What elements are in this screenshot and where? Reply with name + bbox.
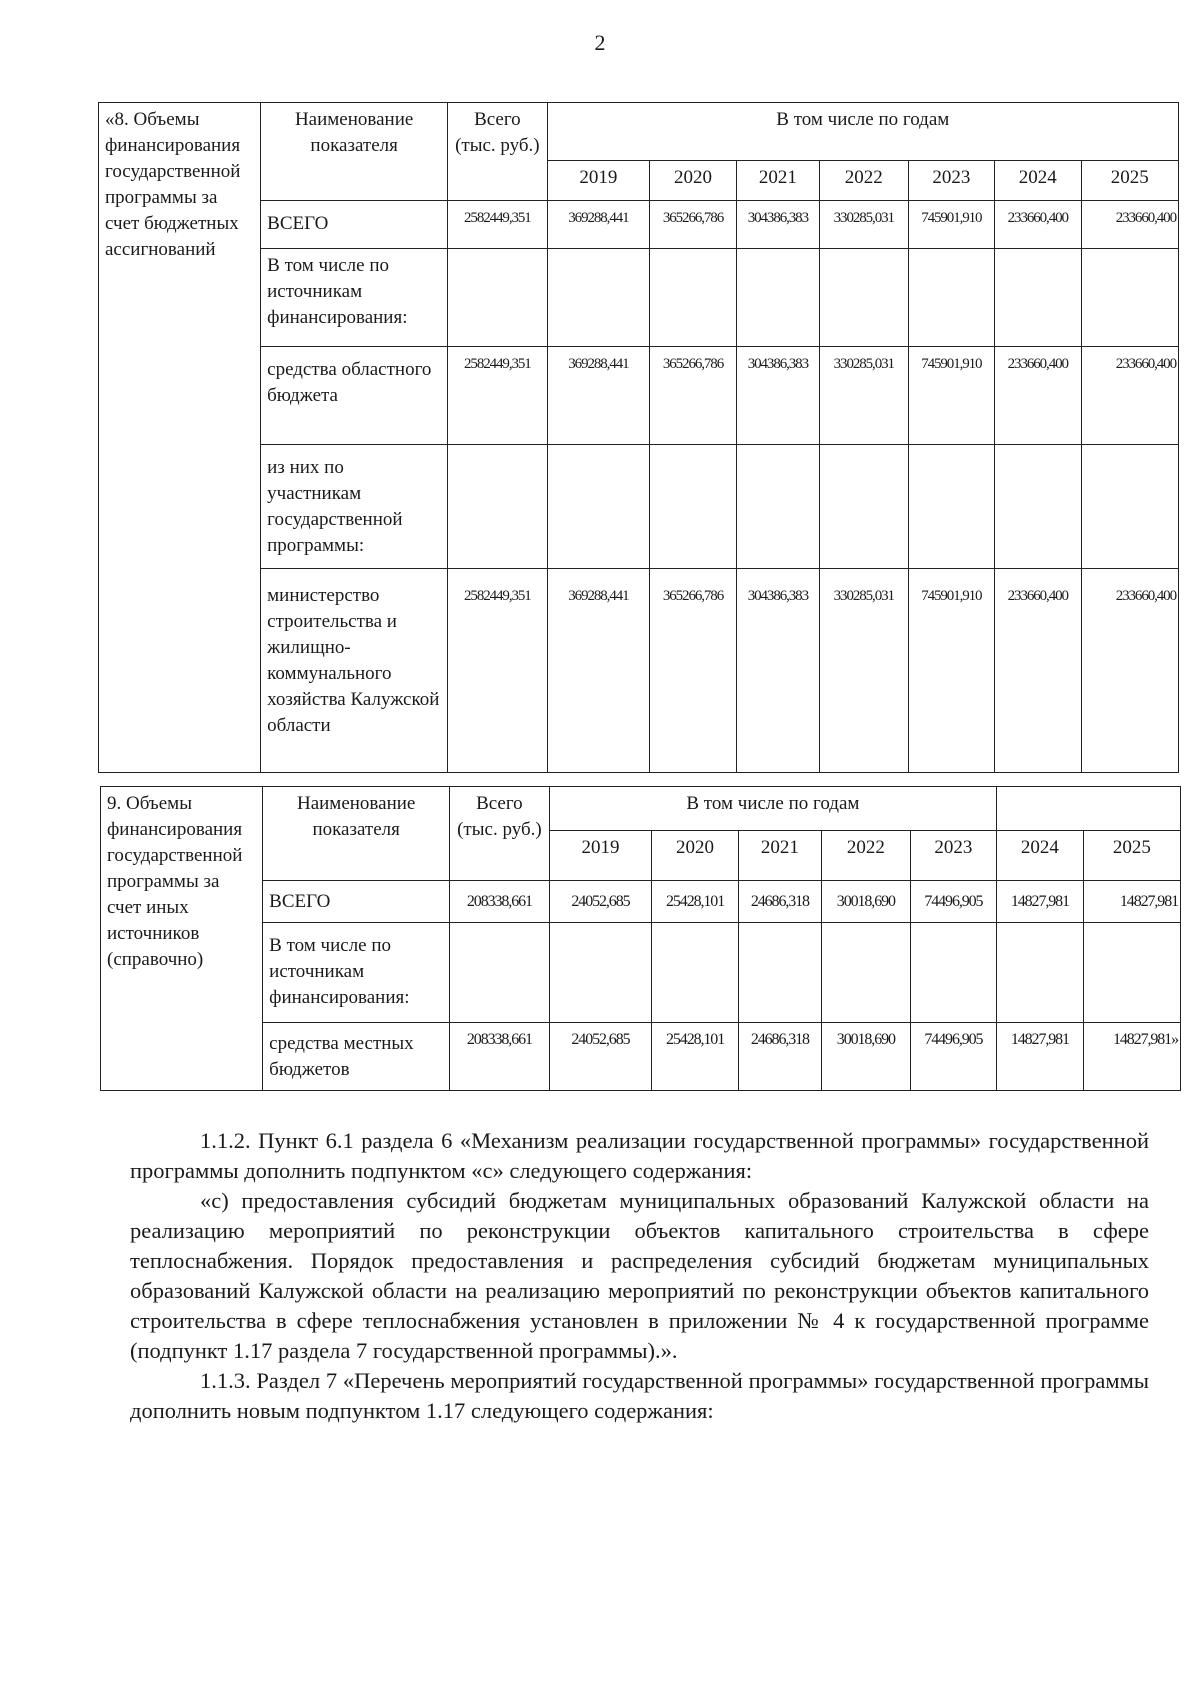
value-cell: 24052,685 [549,881,652,923]
value-cell: 365266,786 [650,201,736,249]
value-cell [547,249,650,347]
header-indicator-name: Наименование показателя [261,103,448,201]
value-cell: 304386,383 [736,347,819,445]
value-cell [908,249,994,347]
paragraph: «с) предоставления субсидий бюджетам муниципальных образований Калужской области на реализацию мероприятий по реконструкции объектов капитального строительства в сфере теплоснабжения. Порядок предоставления и распределения субсидий бюджетам муниципальных образований Калужской области на реализацию мероприятий по реконструкции объектов капитального строительства в сфере теплоснабжения установлен в приложении № 4 к государственной программе (подпункт 1.17 раздела 7 государственной программы).». [130,1188,1149,1363]
row-label: средства областного бюджета [261,347,448,445]
header-by-years: В том числе по годам [549,787,997,831]
table-row [99,347,1179,445]
value-cell: 304386,383 [736,569,819,773]
value-cell: 330285,031 [819,347,908,445]
value-cell [910,923,997,1023]
row-label: В том числе по источникам финансирования: [263,923,450,1023]
value-cell: 74496,905 [910,1023,997,1091]
value-cell [819,445,908,569]
value-cell: 369288,441 [547,569,650,773]
value-cell: 14827,981» [1083,1023,1180,1091]
header-total: Всего (тыс. руб.) [448,103,547,201]
row-total [448,445,547,569]
row-label: министерство строительства и жилищно-коммунального хозяйства Калужской области [261,569,448,773]
row-total: 208338,661 [450,1023,549,1091]
table-row [101,923,1181,1023]
row-label: средства местных бюджетов [263,1023,450,1091]
value-cell [997,923,1083,1023]
value-cell [738,923,821,1023]
year-cell: 2023 [908,161,994,201]
value-cell: 233660,400 [1081,569,1178,773]
year-cell: 2025 [1081,161,1178,201]
header-indicator-name: Наименование показателя [263,787,450,881]
row-total [448,249,547,347]
table-row [101,881,1181,923]
value-cell [736,249,819,347]
value-cell: 24686,318 [738,881,821,923]
value-cell: 365266,786 [650,347,736,445]
year-cell: 2021 [736,161,819,201]
value-cell: 330285,031 [819,569,908,773]
header-empty-cell [997,787,1181,831]
year-cell: 2020 [650,161,736,201]
value-cell: 24686,318 [738,1023,821,1091]
value-cell: 745901,910 [908,569,994,773]
value-cell [822,923,911,1023]
value-cell: 304386,383 [736,201,819,249]
row-total: 208338,661 [450,881,549,923]
row-total [450,923,549,1023]
table-other-sources-financing [100,786,1181,1091]
year-cell: 2024 [997,831,1083,881]
value-cell: 369288,441 [547,201,650,249]
section-8-title: «8. Объемы финансирования государственной программы за счет бюджетных ассигнований [99,103,261,773]
page-number: 2 [594,30,606,55]
value-cell: 330285,031 [819,201,908,249]
value-cell: 30018,690 [822,881,911,923]
value-cell: 745901,910 [908,201,994,249]
value-cell [1083,923,1180,1023]
value-cell [736,445,819,569]
value-cell: 24052,685 [549,1023,652,1091]
table-row [99,445,1179,569]
row-total: 2582449,351 [448,569,547,773]
value-cell: 233660,400 [1081,347,1178,445]
value-cell: 14827,981 [1083,881,1180,923]
header-total: Всего (тыс. руб.) [450,787,549,881]
year-cell: 2022 [822,831,911,881]
year-cell: 2019 [549,831,652,881]
table-row [99,249,1179,347]
body-text [130,1126,1149,1426]
row-total: 2582449,351 [448,347,547,445]
paragraph: 1.1.2. Пункт 6.1 раздела 6 «Механизм реализации государственной программы» государственной программы дополнить подпунктом «с» следующего содержания: [130,1128,1149,1183]
value-cell: 233660,400 [995,569,1081,773]
value-cell [547,445,650,569]
value-cell [549,923,652,1023]
year-cell: 2023 [910,831,997,881]
row-label: ВСЕГО [261,201,448,249]
value-cell: 25428,101 [652,881,738,923]
year-cell: 2021 [738,831,821,881]
value-cell [995,445,1081,569]
value-cell: 74496,905 [910,881,997,923]
year-cell: 2024 [995,161,1081,201]
table-row [99,201,1179,249]
value-cell: 233660,400 [1081,201,1178,249]
year-cell: 2022 [819,161,908,201]
value-cell [908,445,994,569]
row-total: 2582449,351 [448,201,547,249]
value-cell: 14827,981 [997,881,1083,923]
value-cell: 233660,400 [995,347,1081,445]
value-cell: 369288,441 [547,347,650,445]
table-budget-financing [98,102,1179,773]
table-row [99,569,1179,773]
value-cell: 365266,786 [650,569,736,773]
value-cell: 30018,690 [822,1023,911,1091]
value-cell [650,249,736,347]
value-cell [1081,249,1178,347]
value-cell: 14827,981 [997,1023,1083,1091]
value-cell [995,249,1081,347]
value-cell [819,249,908,347]
year-cell: 2019 [547,161,650,201]
section-9-title: 9. Объемы финансирования государственной программы за счет иных источников (справочно) [101,787,263,1091]
value-cell: 233660,400 [995,201,1081,249]
value-cell [650,445,736,569]
table-row [101,1023,1181,1091]
row-label: ВСЕГО [263,881,450,923]
header-by-years: В том числе по годам [547,103,1178,161]
value-cell [652,923,738,1023]
row-label: из них по участникам государственной программы: [261,445,448,569]
year-cell: 2025 [1083,831,1180,881]
paragraph: 1.1.3. Раздел 7 «Перечень мероприятий государственной программы» государственной программы дополнить новым подпунктом 1.17 следующего содержания: [130,1368,1149,1423]
value-cell: 25428,101 [652,1023,738,1091]
year-cell: 2020 [652,831,738,881]
value-cell [1081,445,1178,569]
value-cell: 745901,910 [908,347,994,445]
row-label: В том числе по источникам финансирования: [261,249,448,347]
